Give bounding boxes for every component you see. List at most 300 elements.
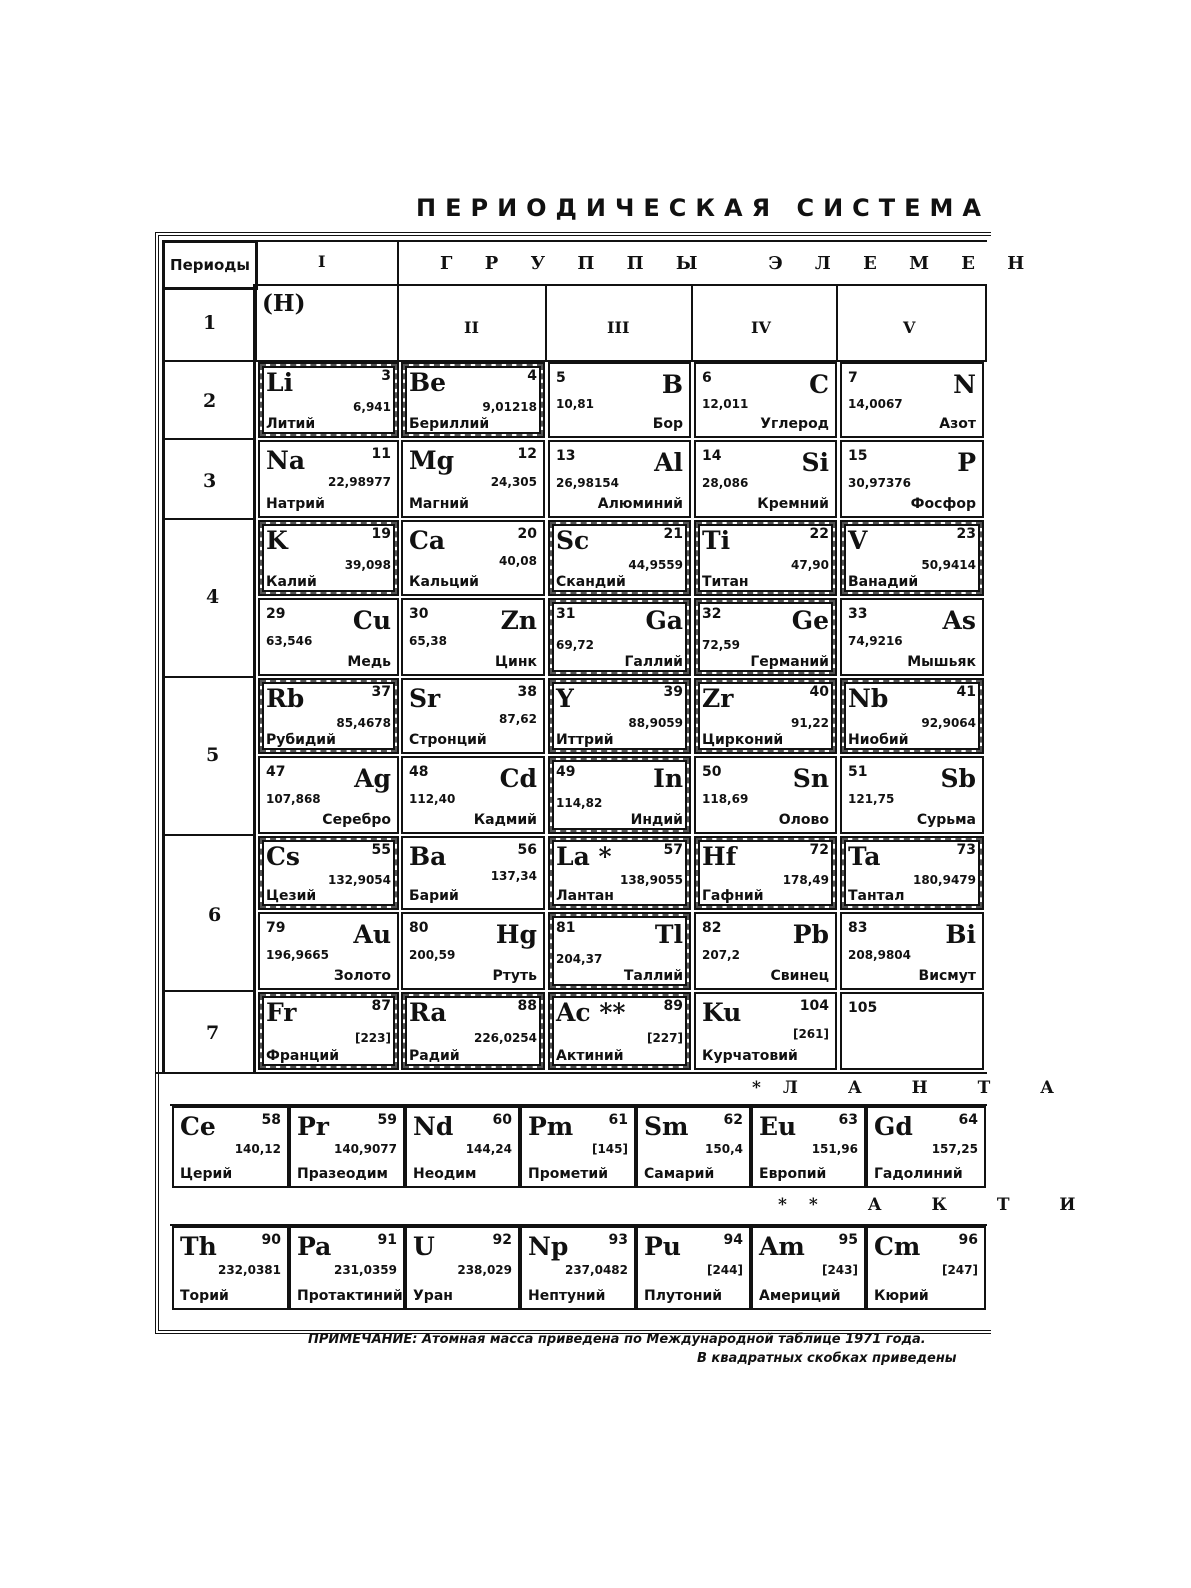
element-cell <box>694 598 837 676</box>
element-name: Прометий <box>528 1166 609 1182</box>
element-name: Бериллий <box>409 416 490 432</box>
element-symbol: Ba <box>409 842 447 871</box>
element-symbol: In <box>653 764 683 793</box>
atomic-mass: 121,75 <box>848 792 895 806</box>
period-sep <box>162 360 255 362</box>
element-name: Ванадий <box>848 574 919 590</box>
element-symbol: Pu <box>644 1232 681 1261</box>
period-label: 1 <box>203 312 217 334</box>
atomic-mass: 12,011 <box>702 397 749 411</box>
element-symbol: Y <box>556 684 574 713</box>
element-name: Европий <box>759 1166 827 1182</box>
element-symbol: B <box>661 370 683 399</box>
element-name: Америций <box>759 1288 841 1304</box>
atomic-number: 14 <box>702 448 722 464</box>
element-name: Тантал <box>848 888 905 904</box>
element-name: Золото <box>333 968 391 984</box>
period-sep <box>162 834 255 836</box>
atomic-number: 89 <box>663 998 683 1014</box>
period-label: 5 <box>206 744 220 766</box>
atomic-mass: 144,24 <box>465 1142 512 1156</box>
atomic-number: 79 <box>266 920 286 936</box>
element-name: Калий <box>266 574 317 590</box>
atomic-mass: 50,9414 <box>921 558 976 572</box>
atomic-number: 59 <box>377 1112 397 1128</box>
atomic-mass: 180,9479 <box>912 873 976 887</box>
element-cell <box>548 678 691 754</box>
atomic-number: 93 <box>608 1232 628 1248</box>
element-name: Фосфор <box>910 496 976 512</box>
atomic-mass: 24,305 <box>490 475 537 489</box>
atomic-mass: 204,37 <box>556 952 603 966</box>
actinides-label: ** А К Т И <box>778 1195 1098 1215</box>
element-cell <box>840 756 984 834</box>
element-symbol: Rb <box>266 684 305 713</box>
element-symbol: Fr <box>266 998 297 1027</box>
period-sep <box>162 518 255 520</box>
actinides-cell <box>866 1226 986 1310</box>
element-name: Натрий <box>266 496 325 512</box>
atomic-number: 48 <box>409 764 429 780</box>
element-symbol: Ga <box>645 606 683 635</box>
element-name: Германий <box>750 654 829 670</box>
group-I-label: I <box>318 252 326 271</box>
element-name: Празеодим <box>297 1166 388 1182</box>
atomic-number: 5 <box>556 370 566 386</box>
element-symbol: Sc <box>556 526 590 555</box>
lanthanides-cell <box>520 1106 636 1188</box>
atomic-number: 91 <box>377 1232 397 1248</box>
atomic-mass: 132,9054 <box>327 873 391 887</box>
atomic-mass: 178,49 <box>782 873 829 887</box>
atomic-number: 81 <box>556 920 576 936</box>
element-symbol: Li <box>266 368 294 397</box>
element-cell <box>401 992 545 1070</box>
element-name: Барий <box>409 888 459 904</box>
atomic-number: 87 <box>371 998 391 1014</box>
atomic-number: 72 <box>809 842 829 858</box>
element-cell <box>258 836 399 910</box>
element-symbol: Ce <box>180 1112 216 1141</box>
element-symbol: Pr <box>297 1112 329 1141</box>
col-line <box>691 284 693 360</box>
atomic-mass: 151,96 <box>811 1142 858 1156</box>
element-cell <box>401 756 545 834</box>
atomic-number: 11 <box>371 446 391 462</box>
atomic-number: 88 <box>517 998 537 1014</box>
actinides-cell <box>751 1226 866 1310</box>
element-name: Церий <box>180 1166 233 1182</box>
atomic-mass: 207,2 <box>702 948 740 962</box>
element-name: Литий <box>266 416 316 432</box>
element-symbol: Cs <box>266 842 300 871</box>
element-cell <box>548 992 691 1070</box>
col-line <box>836 284 838 360</box>
atomic-number: 15 <box>848 448 868 464</box>
element-symbol: Nb <box>848 684 889 713</box>
element-symbol: Eu <box>759 1112 797 1141</box>
atomic-number: 60 <box>492 1112 512 1128</box>
atomic-mass: 14,0067 <box>848 397 903 411</box>
atomic-number: 30 <box>409 606 429 622</box>
atomic-mass: 65,38 <box>409 634 447 648</box>
atomic-number: 21 <box>663 526 683 542</box>
atomic-number: 62 <box>723 1112 743 1128</box>
element-name: Медь <box>347 654 391 670</box>
period-label: 6 <box>208 904 222 926</box>
element-name: Радий <box>409 1048 460 1064</box>
element-cell <box>548 440 691 518</box>
element-cell <box>401 836 545 910</box>
element-cell <box>840 912 984 990</box>
group-II-label: II <box>464 318 479 337</box>
element-name: Лантан <box>556 888 614 904</box>
atomic-number: 41 <box>956 684 976 700</box>
element-cell <box>258 362 399 438</box>
atomic-mass: 6,941 <box>353 400 391 414</box>
period-label: 4 <box>206 586 220 608</box>
period-sep <box>162 990 255 992</box>
element-cell <box>548 520 691 596</box>
atomic-mass: 72,59 <box>702 638 740 652</box>
atomic-mass: 138,9055 <box>619 873 683 887</box>
element-name: Бор <box>652 416 683 432</box>
element-name: Галлий <box>624 654 683 670</box>
note-line-2: В квадратных скобках приведены <box>697 1351 957 1366</box>
col-line <box>397 284 399 360</box>
element-cell <box>258 598 399 676</box>
atomic-mass: 232,0381 <box>217 1263 281 1277</box>
group-IV-label: IV <box>751 318 771 337</box>
atomic-number: 61 <box>608 1112 628 1128</box>
element-name: Цезий <box>266 888 317 904</box>
element-cell <box>694 678 837 754</box>
element-name: Нептуний <box>528 1288 606 1304</box>
element-symbol: Si <box>801 448 829 477</box>
element-symbol: Ta <box>848 842 881 871</box>
element-symbol: Th <box>180 1232 217 1261</box>
element-cell <box>694 440 837 518</box>
element-cell <box>694 520 837 596</box>
element-cell <box>548 912 691 990</box>
element-symbol: Sm <box>644 1112 689 1141</box>
element-symbol: K <box>266 526 288 555</box>
element-name: Торий <box>180 1288 229 1304</box>
atomic-number: 51 <box>848 764 868 780</box>
atomic-number: 96 <box>958 1232 978 1248</box>
atomic-number: 95 <box>838 1232 858 1248</box>
atomic-mass: 237,0482 <box>564 1263 628 1277</box>
atomic-mass: [227] <box>646 1031 683 1045</box>
header-divider <box>397 240 399 284</box>
element-name: Актиний <box>556 1048 624 1064</box>
atomic-number: 12 <box>517 446 537 462</box>
element-symbol: Mg <box>409 446 455 475</box>
element-cell <box>401 598 545 676</box>
atomic-mass: [247] <box>941 1263 978 1277</box>
element-cell <box>840 992 984 1070</box>
element-symbol: Cu <box>352 606 391 635</box>
element-name: Свинец <box>770 968 829 984</box>
main-bottom-line <box>155 1072 987 1074</box>
atomic-number: 83 <box>848 920 868 936</box>
group-V-label: V <box>903 318 916 337</box>
element-name: Мышьяк <box>907 654 976 670</box>
lanthanides-cell <box>636 1106 751 1188</box>
element-cell <box>258 992 399 1070</box>
element-name: Кремний <box>757 496 829 512</box>
atomic-mass: 92,9064 <box>921 716 976 730</box>
element-cell <box>694 756 837 834</box>
atomic-mass: 118,69 <box>702 792 749 806</box>
element-symbol: Pm <box>528 1112 574 1141</box>
atomic-mass: 208,9804 <box>848 948 912 962</box>
period-label: 2 <box>203 390 217 412</box>
element-symbol: Bi <box>945 920 976 949</box>
element-symbol: U <box>413 1232 435 1261</box>
element-symbol: Gd <box>874 1112 913 1141</box>
atomic-mass: 107,868 <box>266 792 321 806</box>
atomic-mass: [243] <box>821 1263 858 1277</box>
period-label: 3 <box>203 470 217 492</box>
element-symbol: Sr <box>409 684 441 713</box>
actinides-cell <box>520 1226 636 1310</box>
element-symbol: Ra <box>409 998 447 1027</box>
element-symbol: Pb <box>792 920 829 949</box>
period-label: 7 <box>206 1022 220 1044</box>
atomic-mass: 200,59 <box>409 948 456 962</box>
atomic-mass: 137,34 <box>490 869 537 883</box>
period-sep <box>162 438 255 440</box>
atomic-mass: [223] <box>354 1031 391 1045</box>
atomic-number: 33 <box>848 606 868 622</box>
groups-word: Г Р У П П Ы Э Л Е М Е Н <box>440 253 1038 274</box>
atomic-mass: 87,62 <box>499 712 537 726</box>
element-cell <box>840 440 984 518</box>
element-cell <box>401 440 545 518</box>
element-symbol: Hf <box>702 842 737 871</box>
element-symbol: Pa <box>297 1232 332 1261</box>
element-name: Протактиний <box>297 1288 403 1304</box>
element-symbol: Tl <box>654 920 683 949</box>
atomic-number: 50 <box>702 764 722 780</box>
atomic-mass: 150,4 <box>705 1142 743 1156</box>
atomic-number: 104 <box>799 998 829 1014</box>
atomic-number: 64 <box>958 1112 978 1128</box>
atomic-mass: 112,40 <box>409 792 456 806</box>
periods-col-left <box>162 284 165 1074</box>
element-name: Титан <box>702 574 749 590</box>
atomic-number: 82 <box>702 920 722 936</box>
atomic-number: 32 <box>702 606 722 622</box>
element-name: Самарий <box>644 1166 715 1182</box>
element-cell <box>258 520 399 596</box>
element-cell <box>840 362 984 438</box>
element-name: Ниобий <box>848 732 909 748</box>
atomic-number: 19 <box>371 526 391 542</box>
atomic-number: 94 <box>723 1232 743 1248</box>
lanthanides-label: *Л А Н Т А <box>752 1078 1077 1098</box>
element-cell <box>840 836 984 910</box>
atomic-number: 6 <box>702 370 712 386</box>
element-symbol: Ag <box>354 764 391 793</box>
col-line <box>545 284 547 360</box>
atomic-number: 47 <box>266 764 286 780</box>
element-symbol: Cd <box>499 764 537 793</box>
atomic-mass: [244] <box>706 1263 743 1277</box>
element-symbol: Au <box>353 920 391 949</box>
element-symbol: Sb <box>940 764 976 793</box>
element-name: Углерод <box>760 416 829 432</box>
atomic-mass: 22,98977 <box>327 475 391 489</box>
atomic-number: 37 <box>371 684 391 700</box>
element-name: Индий <box>630 812 683 828</box>
element-cell <box>694 992 837 1070</box>
element-name: Кальций <box>409 574 479 590</box>
element-cell <box>694 836 837 910</box>
atomic-mass: 39,098 <box>344 558 391 572</box>
element-symbol: V <box>848 526 868 555</box>
atomic-number: 58 <box>261 1112 281 1128</box>
lanthanides-cell <box>751 1106 866 1188</box>
element-name: Курчатовий <box>702 1048 798 1064</box>
element-symbol: Nd <box>413 1112 454 1141</box>
period-sep <box>162 676 255 678</box>
atomic-number: 31 <box>556 606 576 622</box>
lanthanides-cell <box>405 1106 520 1188</box>
atomic-mass: 85,4678 <box>336 716 391 730</box>
actinides-cell <box>405 1226 520 1310</box>
element-cell <box>401 520 545 596</box>
element-symbol: Hg <box>495 920 537 949</box>
atomic-number: 4 <box>527 368 537 384</box>
element-cell <box>548 836 691 910</box>
actinides-cell <box>289 1226 405 1310</box>
element-cell <box>548 756 691 834</box>
element-cell <box>401 912 545 990</box>
element-symbol: Ge <box>791 606 829 635</box>
atomic-number: 22 <box>809 526 829 542</box>
group-III-label: III <box>607 318 630 337</box>
element-symbol: Ti <box>702 526 731 555</box>
atomic-number: 49 <box>556 764 576 780</box>
atomic-number: 38 <box>517 684 537 700</box>
atomic-number: 55 <box>371 842 391 858</box>
element-symbol: Sn <box>792 764 829 793</box>
element-symbol: Np <box>528 1232 569 1261</box>
element-symbol: Ku <box>702 998 742 1027</box>
element-name: Сурьма <box>916 812 976 828</box>
atomic-number: 80 <box>409 920 429 936</box>
atomic-mass: 28,086 <box>702 476 749 490</box>
element-name: Рубидий <box>266 732 336 748</box>
header-top-line <box>255 240 987 242</box>
element-name: Гафний <box>702 888 764 904</box>
element-cell <box>401 362 545 438</box>
atomic-mass: [145] <box>591 1142 628 1156</box>
element-name: Магний <box>409 496 469 512</box>
element-name: Цинк <box>495 654 537 670</box>
element-cell <box>840 520 984 596</box>
atomic-mass: 157,25 <box>931 1142 978 1156</box>
atomic-number: 23 <box>956 526 976 542</box>
element-name: Скандий <box>556 574 626 590</box>
element-name: Олово <box>778 812 829 828</box>
atomic-number: 39 <box>663 684 683 700</box>
atomic-number: 7 <box>848 370 858 386</box>
element-cell <box>401 678 545 754</box>
atomic-mass: 226,0254 <box>473 1031 537 1045</box>
note-line-1: ПРИМЕЧАНИЕ: Атомная масса приведена по Международной таблице 1971 года. <box>308 1332 926 1347</box>
atomic-mass: 30,97376 <box>848 476 912 490</box>
element-name: Висмут <box>918 968 976 984</box>
atomic-number: 105 <box>848 1000 878 1016</box>
atomic-mass: 114,82 <box>556 796 603 810</box>
lanthanides-cell <box>866 1106 986 1188</box>
atomic-number: 13 <box>556 448 576 464</box>
element-symbol: Ac ** <box>556 998 626 1027</box>
element-name: Стронций <box>409 732 487 748</box>
hydrogen-symbol: (H) <box>262 290 306 317</box>
element-cell <box>258 756 399 834</box>
element-symbol: Be <box>409 368 447 397</box>
periods-col-right <box>253 284 256 1074</box>
atomic-mass: 44,9559 <box>628 558 683 572</box>
atomic-mass: 196,9665 <box>266 948 330 962</box>
element-name: Неодим <box>413 1166 477 1182</box>
element-name: Кюрий <box>874 1288 929 1304</box>
element-cell <box>694 912 837 990</box>
element-symbol: La * <box>556 842 612 871</box>
atomic-number: 29 <box>266 606 286 622</box>
element-symbol: C <box>809 370 829 399</box>
atomic-number: 3 <box>381 368 391 384</box>
element-symbol: Am <box>759 1232 805 1261</box>
element-cell <box>258 678 399 754</box>
actinides-cell <box>636 1226 751 1310</box>
atomic-number: 57 <box>663 842 683 858</box>
lanthanides-cell <box>172 1106 289 1188</box>
periods-header: Периоды <box>162 240 258 290</box>
atomic-mass: 63,546 <box>266 634 313 648</box>
element-cell <box>548 362 691 438</box>
atomic-mass: 10,81 <box>556 397 594 411</box>
element-name: Кадмий <box>473 812 537 828</box>
actinides-cell <box>172 1226 289 1310</box>
element-symbol: Zn <box>500 606 537 635</box>
atomic-mass: 140,9077 <box>333 1142 397 1156</box>
atomic-mass: 88,9059 <box>628 716 683 730</box>
lanthanides-cell <box>289 1106 405 1188</box>
atomic-number: 40 <box>809 684 829 700</box>
element-symbol: Al <box>654 448 683 477</box>
element-name: Иттрий <box>556 732 614 748</box>
element-name: Таллий <box>623 968 683 984</box>
element-name: Серебро <box>322 812 391 828</box>
element-name: Цирконий <box>702 732 784 748</box>
atomic-mass: 40,08 <box>499 554 537 568</box>
element-symbol: Na <box>266 446 306 475</box>
element-symbol: Zr <box>702 684 734 713</box>
atomic-mass: 9,01218 <box>482 400 537 414</box>
element-symbol: Ca <box>409 526 446 555</box>
atomic-mass: [261] <box>792 1027 829 1041</box>
atomic-number: 56 <box>517 842 537 858</box>
element-name: Алюминий <box>597 496 683 512</box>
element-name: Азот <box>939 416 976 432</box>
element-symbol: As <box>942 606 976 635</box>
element-cell <box>548 598 691 676</box>
